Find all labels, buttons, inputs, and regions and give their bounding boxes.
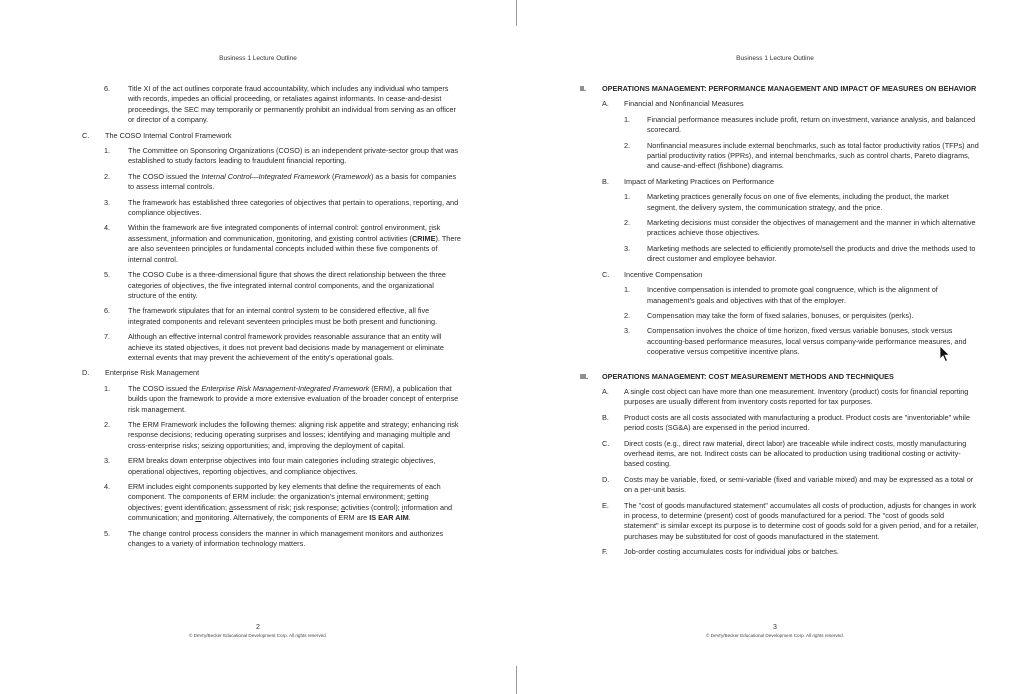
section-text: Direct costs (e.g., direct raw material, direct labor) are traceable while indirect costs, mostly manufacturing overhead items, are not. Indirect costs can be allocated to production using traditional costing or activity-based costing. — [624, 438, 967, 469]
outline-item — [580, 326, 980, 357]
item-number: 3. — [624, 326, 631, 336]
item-number: 1. — [624, 114, 631, 124]
section-title: Financial and Nonfinancial Measures — [624, 99, 744, 109]
copyright-footer: © DeVry/Becker Educational Development Corp. All rights reserved. — [705, 633, 845, 638]
outline-item — [82, 270, 462, 301]
section-letter: D. — [602, 474, 610, 484]
outline-section — [580, 547, 980, 557]
outline-heading — [580, 84, 980, 94]
item-text: Marketing methods are selected to efficiently promote/sell the products and drive the methods used to direct customer and employee behavior. — [647, 243, 976, 264]
item-number: 1. — [104, 146, 111, 156]
section-letter: F. — [602, 547, 608, 557]
outline-section — [580, 413, 980, 434]
outline-item — [82, 146, 462, 167]
item-number: 7. — [104, 332, 111, 342]
section-letter: E. — [602, 500, 609, 510]
outline-item — [580, 218, 980, 239]
section-letter: C. — [82, 130, 90, 140]
section-text: A single cost object can have more than one measurement. Inventory (product) costs for financial reporting purposes are usually different from inventory costs reported for tax purposes. — [624, 386, 969, 407]
outline-item — [82, 223, 462, 265]
item-text: The Committee on Sponsoring Organizations (COSO) is an independent private-sector group that was established to study factors leading to fraudulent financial reporting. — [128, 146, 459, 166]
outline-section — [580, 177, 980, 187]
outline-section — [580, 439, 980, 470]
item-text: ERM breaks down enterprise objectives into four main categories including strategic objectives, operational objectives, reporting objectives, and compliance objectives. — [128, 456, 436, 476]
item-text: The COSO Cube is a three-dimensional figure that shows the direct relationship between the three categories of objectives, the five integrated internal control components, and the organizational structure of the entity. — [128, 270, 446, 300]
heading-numeral: III. — [580, 371, 589, 381]
heading-numeral: II. — [580, 84, 587, 93]
section-text: Product costs are all costs associated with manufacturing a product. Product costs are "inventoriable" while period costs (SG&A) are expensed in the period incurred. — [624, 412, 970, 433]
item-text: The COSO issued the Internal Control—Integrated Framework (Framework) as a basis for companies to assess internal controls. — [128, 171, 457, 192]
outline-item — [82, 172, 462, 193]
section-letter: B. — [602, 412, 609, 422]
outline-item — [82, 198, 462, 219]
item-number: 5. — [104, 270, 111, 280]
outline-item — [82, 384, 462, 415]
outline-item — [82, 482, 462, 524]
section-text: Job-order costing accumulates costs for individual jobs or batches. — [624, 547, 839, 557]
section-letter: C. — [602, 438, 610, 448]
item-number: 2. — [624, 218, 631, 228]
outline-item — [580, 115, 980, 136]
item-number: 2. — [104, 171, 111, 181]
item-number: 6. — [104, 84, 111, 93]
section-letter: A. — [602, 386, 609, 396]
item-text: Within the framework are five integrated components of internal control: control environment, risk assessment, information and communication, monitoring, and existing control activities (CRIME). There are also seventeen principles or fundamental concepts included within these five components of internal control. — [128, 223, 461, 264]
section-title: Impact of Marketing Practices on Performance — [624, 176, 775, 186]
item-text: Title XI of the act outlines corporate fraud accountability, which includes any individual who tampers with records, impedes an official proceeding, or retaliates against informants. In cease-and-desist proceedings, the SEC may temporarily or permanently prohibit an individual from serving as an officer or director of a company. — [128, 84, 456, 125]
item-number: 4. — [104, 223, 111, 233]
outline-item — [82, 84, 462, 126]
item-text: The change control process considers the manner in which management monitors and authorizes changes to a variety of information technology matters. — [128, 528, 444, 549]
outline-content — [82, 84, 462, 549]
section-letter: B. — [602, 176, 609, 186]
section-letter: D. — [82, 368, 90, 378]
item-text: The ERM Framework includes the following themes: aligning risk appetite and strategy; enhancing risk response decisions; reducing operating surprises and losses; identifying and managing multiple and cross-enterprise risks; seizing opportunities; and, improving the deployment of capital. — [128, 419, 459, 450]
outline-section — [580, 387, 980, 408]
outline-content — [580, 84, 980, 558]
outline-section — [82, 131, 462, 141]
outline-section — [82, 368, 462, 378]
outline-item — [82, 456, 462, 477]
outline-section — [580, 475, 980, 496]
outline-item — [82, 306, 462, 327]
item-number: 1. — [624, 285, 631, 295]
section-letter: C. — [602, 269, 610, 279]
item-text: Although an effective internal control framework provides reasonable assurance that an entity will achieve its stated objectives, it does not prevent bad decisions made by management or eliminate external events that may prevent the achievement of the entity's operational goals. — [128, 332, 444, 362]
outline-item — [580, 141, 980, 172]
section-title: Incentive Compensation — [624, 269, 703, 279]
outline-section — [580, 501, 980, 543]
item-text: Compensation may take the form of fixed salaries, bonuses, or perquisites (perks). — [647, 310, 914, 320]
outline-section — [580, 270, 980, 280]
item-text: The COSO issued the Enterprise Risk Management-Integrated Framework (ERM), a publication that builds upon the framework to provide a more extensive evaluation of the broader concept of enterprise risk management. — [128, 383, 459, 414]
outline-item — [82, 529, 462, 550]
heading-title: OPERATIONS MANAGEMENT: PERFORMANCE MANAGEMENT AND IMPACT OF MEASURES ON BEHAVIOR — [602, 84, 977, 93]
section-text: The "cost of goods manufactured statement" accumulates all costs of production, adjusts for changes in work in process, to determine (present) cost of goods manufactured for a period. The "cost of goods sold statement" is similar except its purpose is to determine cost of goods sold for a given period, and for a retailer, purchases may be substituted for cost of goods manufactured in the statement. — [624, 500, 979, 541]
item-text: Marketing practices generally focus on one of five elements, including the product, the market segment, the delivery system, the communication strategy, and the price. — [647, 192, 949, 212]
item-number: 2. — [624, 140, 631, 150]
mouse-pointer-icon — [939, 345, 951, 363]
item-text: The framework has established three categories of objectives that pertain to operations, reporting, and compliance objectives. — [128, 197, 459, 218]
section-title: The COSO Internal Control Framework — [105, 130, 232, 140]
item-number: 5. — [104, 528, 111, 538]
outline-heading — [580, 372, 980, 382]
heading-title: OPERATIONS MANAGEMENT: COST MEASUREMENT METHODS AND TECHNIQUES — [602, 371, 894, 381]
item-number: 1. — [104, 383, 111, 393]
item-text: Nonfinancial measures include external benchmarks, such as total factor productivity ratios (TFPs) and partial productivity ratios (PPRs), and internal benchmarks, such as control charts, Pareto diagrams, and cause-and-effect (fishbone) diagrams. — [647, 140, 979, 171]
item-number: 6. — [104, 306, 111, 316]
outline-item — [82, 420, 462, 451]
item-text: Financial performance measures include profit, return on investment, variance analysis, and balanced scorecard. — [647, 114, 976, 135]
page-header: Business 1 Lecture Outline — [219, 55, 297, 62]
section-letter: A. — [602, 99, 609, 109]
item-number: 2. — [104, 419, 111, 429]
item-number: 3. — [104, 456, 111, 466]
outline-section — [580, 99, 980, 109]
document-page-left — [0, 0, 516, 694]
section-title: Enterprise Risk Management — [105, 368, 200, 378]
section-text: Costs may be variable, fixed, or semi-variable (fixed and variable mixed) and may be expressed as a total or on a per-unit basis. — [624, 474, 974, 495]
copyright-footer: © DeVry/Becker Educational Development Corp. All rights reserved. — [188, 633, 328, 638]
page-number: 2 — [256, 624, 260, 631]
item-number: 3. — [104, 197, 111, 207]
document-page-right — [517, 0, 1033, 694]
outline-item — [82, 332, 462, 363]
outline-item — [580, 244, 980, 265]
page-header: Business 1 Lecture Outline — [736, 55, 814, 62]
item-text: Marketing decisions must consider the objectives of management and the manner in which alternative practices achieve those objectives. — [647, 218, 976, 238]
item-number: 3. — [624, 243, 631, 253]
outline-item — [580, 285, 980, 306]
page-number: 3 — [773, 624, 777, 631]
item-text: Incentive compensation is intended to promote goal congruence, which is the alignment of management's goals and objectives with that of the employer. — [647, 285, 938, 305]
item-text: Compensation involves the choice of time horizon, fixed versus variable bonuses, stock versus accounting-based performance measures, local versus company-wide performance measures, and cooperative versus competitive incentive plans. — [647, 326, 967, 357]
outline-item — [580, 311, 980, 321]
item-number: 2. — [624, 310, 631, 320]
item-number: 1. — [624, 192, 631, 202]
item-text: ERM includes eight components supported by key elements that define the requirements of each component. The components of ERM include: the organization's internal environment; setting objectives; event identification; assessment of risk; risk response; activities (control); information and communication; and monitoring. Alternatively, the components of ERM are IS EAR AIM. — [128, 482, 453, 523]
item-text: The framework stipulates that for an internal control system to be considered effective, all five integrated components and relevant seventeen principles must be both present and functioning. — [128, 306, 438, 326]
item-number: 4. — [104, 482, 111, 491]
outline-item — [580, 192, 980, 213]
